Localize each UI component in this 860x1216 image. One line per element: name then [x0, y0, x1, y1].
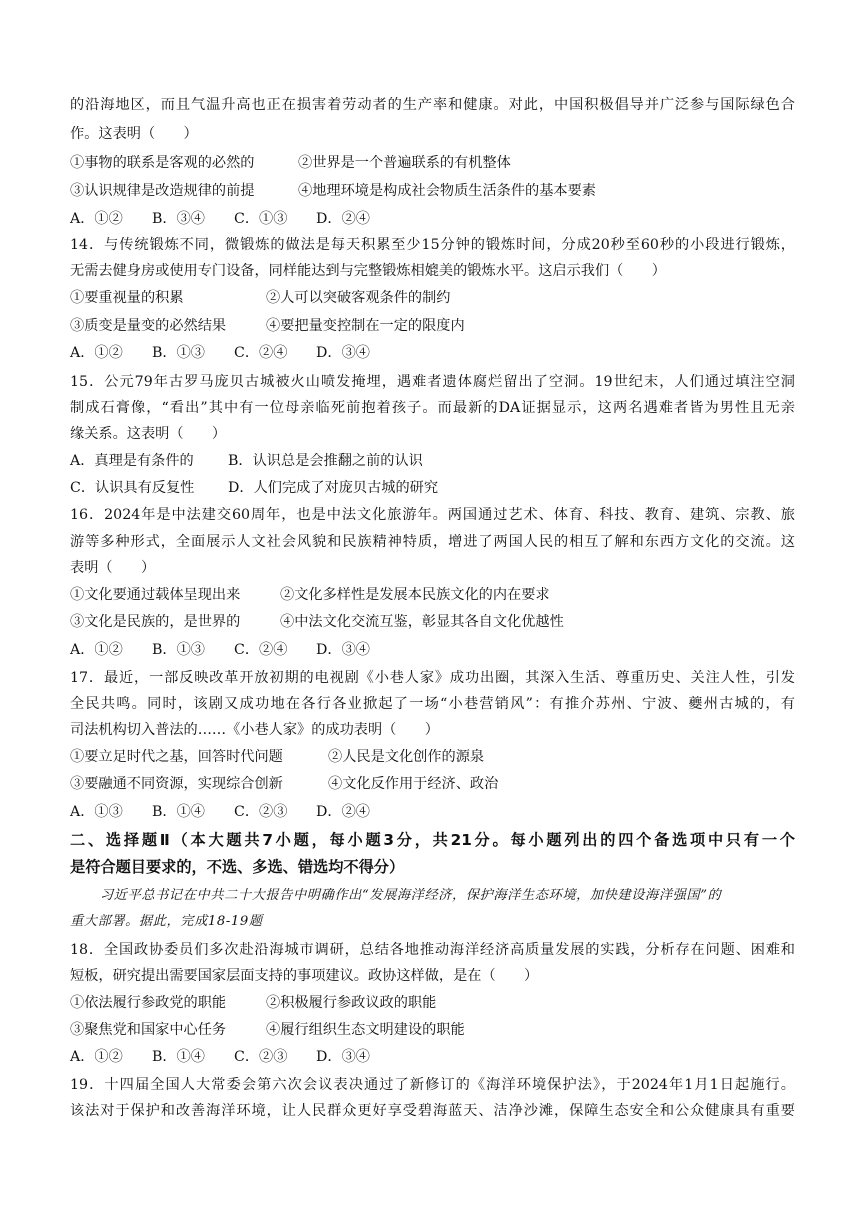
- q14-option-4: ④要把量变控制在一定的限度内: [266, 318, 465, 334]
- q14-options-row-2: [70, 316, 795, 336]
- q15-answer-b: B．认识总是会推翻之前的认识: [228, 453, 423, 469]
- q14-stem-line-1: 14．与传统锻炼不同，微锻炼的做法是每天积累至少15分钟的锻炼时间，分成20秒至60秒的小段进行锻炼，: [70, 237, 795, 253]
- q15-stem-line-1: 15．公元79年古罗马庞贝古城被火山喷发掩埋，遇难者遗体腐烂留出了空洞。19世纪末，人们通过填注空洞: [70, 374, 795, 390]
- q14-answer-c: C．②④: [234, 345, 288, 361]
- q13-answer-d: D．②④: [316, 211, 370, 227]
- q15-answer-a: A．真理是有条件的: [70, 453, 194, 469]
- q17-option-4: ④文化反作用于经济、政治: [328, 776, 499, 792]
- q15-answers-row-2: [70, 478, 795, 498]
- q13-answer-a: A．①②: [70, 211, 123, 227]
- q13-option-4: ④地理环境是构成社会物质生活条件的基本要素: [298, 183, 596, 199]
- q13-answers: [70, 209, 795, 229]
- q14-stem-line-2: 无需去健身房或使用专门设备，同样能达到与完整锻炼相媲美的锻炼水平。这启示我们（ ）: [70, 263, 666, 279]
- q17-option-3: ③要融通不同资源，实现综合创新: [70, 776, 283, 792]
- q13-option-1: ①事物的联系是客观的必然的: [70, 155, 255, 171]
- q14-option-3: ③质变是量变的必然结果: [70, 318, 227, 334]
- q14-options-row-1: [70, 288, 795, 308]
- section-2-heading-line-2: 是符合题目要求的，不选、多选、错选均不得分）: [70, 858, 405, 876]
- q16-answer-c: C．②④: [234, 642, 288, 658]
- q13-answer-c: C．①③: [234, 211, 288, 227]
- q17-answer-b: B．①④: [152, 804, 205, 820]
- q19-stem-line-2: 该法对于保护和改善海洋环境，让人民群众更好享受碧海蓝天、洁净沙滩，保障生态安全和公众健康具有重要: [70, 1103, 795, 1119]
- q14-option-1: ①要重视量的积累: [70, 290, 184, 306]
- q16-answers: [70, 640, 795, 660]
- q13-stem-line-2: 作。这表明（ ）: [70, 126, 198, 142]
- q13-option-2: ②世界是一个普遍联系的有机整体: [298, 155, 511, 171]
- q17-stem-line-2: 全民共鸣。同时，该剧又成功地在各行各业掀起了一场“小巷营销风”：有推介苏州、宁波、夔州古城的，有: [70, 696, 795, 712]
- q18-answer-b: B．①④: [152, 1049, 205, 1065]
- q17-answer-a: A．①③: [70, 804, 123, 820]
- q16-option-1: ①文化要通过载体呈现出来: [70, 587, 241, 603]
- q18-answer-c: C．②③: [234, 1049, 288, 1065]
- q15-answer-c: C．认识具有反复性: [70, 480, 195, 496]
- q13-options-row-2: [70, 181, 795, 201]
- q16-stem-line-3: 表明（ ）: [70, 560, 156, 576]
- q16-answer-a: A．①②: [70, 642, 123, 658]
- q17-answer-c: C．②③: [234, 804, 288, 820]
- q13-option-3: ③认识规律是改造规律的前提: [70, 183, 255, 199]
- q16-option-4: ④中法文化交流互鉴，彰显其各自文化优越性: [280, 614, 564, 630]
- material-line-1: 习近平总书记在中共二十大报告中明确作出“发展海洋经济，保护海洋生态环境，加快建设海洋强国”的: [100, 888, 722, 903]
- q19-stem-line-1: 19．十四届全国人大常委会第六次会议表决通过了新修订的《海洋环境保护法》，于2024年1月1日起施行。: [70, 1077, 795, 1093]
- q17-options-row-1: [70, 747, 795, 767]
- q16-stem-line-2: 游等多种形式，全面展示人文社会风貌和民族精神特质，增进了两国人民的相互了解和东西方文化的交流。这: [70, 534, 795, 550]
- q15-stem-line-3: 缘关系。这表明（ ）: [70, 426, 227, 442]
- q15-answers-row-1: [70, 451, 795, 471]
- q13-stem-line-1: 的沿海地区，而且气温升高也正在损害着劳动者的生产率和健康。对此，中国积极倡导并广泛参与国际绿色合: [70, 97, 795, 113]
- q13-answer-b: B．③④: [152, 211, 205, 227]
- q17-option-1: ①要立足时代之基，回答时代问题: [70, 749, 283, 765]
- section-2-heading-line-1: 二、选择题Ⅱ（本大题共7小题，每小题3分，共21分。每小题列出的四个备选项中只有一个: [70, 831, 795, 849]
- q17-answers: [70, 802, 795, 822]
- q18-options-row-2: [70, 1020, 795, 1040]
- q16-answer-d: D．③④: [316, 642, 370, 658]
- q18-option-1: ①依法履行参政党的职能: [70, 995, 227, 1011]
- q14-answer-b: B．①③: [152, 345, 205, 361]
- q16-stem-line-1: 16．2024年是中法建交60周年，也是中法文化旅游年。两国通过艺术、体育、科技、教育、建筑、宗教、旅: [70, 507, 795, 523]
- q16-options-row-2: [70, 612, 795, 632]
- q14-answers: [70, 343, 795, 363]
- q13-options-row-1: [70, 153, 795, 173]
- q17-options-row-2: [70, 774, 795, 794]
- q17-answer-d: D．②④: [316, 804, 370, 820]
- q14-answer-d: D．③④: [316, 345, 370, 361]
- q18-option-3: ③聚焦党和国家中心任务: [70, 1022, 227, 1038]
- q17-option-2: ②人民是文化创作的源泉: [328, 749, 485, 765]
- q15-stem-line-2: 制成石膏像，“看出”其中有一位母亲临死前抱着孩子。而最新的DA证据显示，这两名遇难者皆为男性且无亲: [70, 400, 795, 416]
- q15-answer-d: D．人们完成了对庞贝古城的研究: [228, 480, 439, 496]
- q18-options-row-1: [70, 993, 795, 1013]
- q18-option-2: ②积极履行参政议政的职能: [266, 995, 437, 1011]
- q17-stem-line-1: 17．最近，一部反映改革开放初期的电视剧《小巷人家》成功出圈，其深入生活、尊重历史、关注人性，引发: [70, 670, 795, 686]
- q16-answer-b: B．①③: [152, 642, 205, 658]
- q16-option-3: ③文化是民族的，是世界的: [70, 614, 241, 630]
- q18-option-4: ④履行组织生态文明建设的职能: [266, 1022, 465, 1038]
- q18-stem-line-1: 18．全国政协委员们多次赴沿海城市调研，总结各地推动海洋经济高质量发展的实践，分析存在问题、困难和: [70, 942, 795, 958]
- q16-option-2: ②文化多样性是发展本民族文化的内在要求: [280, 587, 550, 603]
- q18-answers: [70, 1047, 795, 1067]
- q17-stem-line-3: 司法机构切入普法的……《小巷人家》的成功表明（ ）: [70, 722, 439, 738]
- q16-options-row-1: [70, 585, 795, 605]
- q18-answer-a: A．①②: [70, 1049, 123, 1065]
- q18-stem-line-2: 短板，研究提出需要国家层面支持的事项建议。政协这样做，是在（ ）: [70, 968, 539, 984]
- material-line-2: 重大部署。据此，完成18-19题: [70, 914, 263, 929]
- q14-option-2: ②人可以突破客观条件的制约: [266, 290, 451, 306]
- q14-answer-a: A．①②: [70, 345, 123, 361]
- q18-answer-d: D．③④: [316, 1049, 370, 1065]
